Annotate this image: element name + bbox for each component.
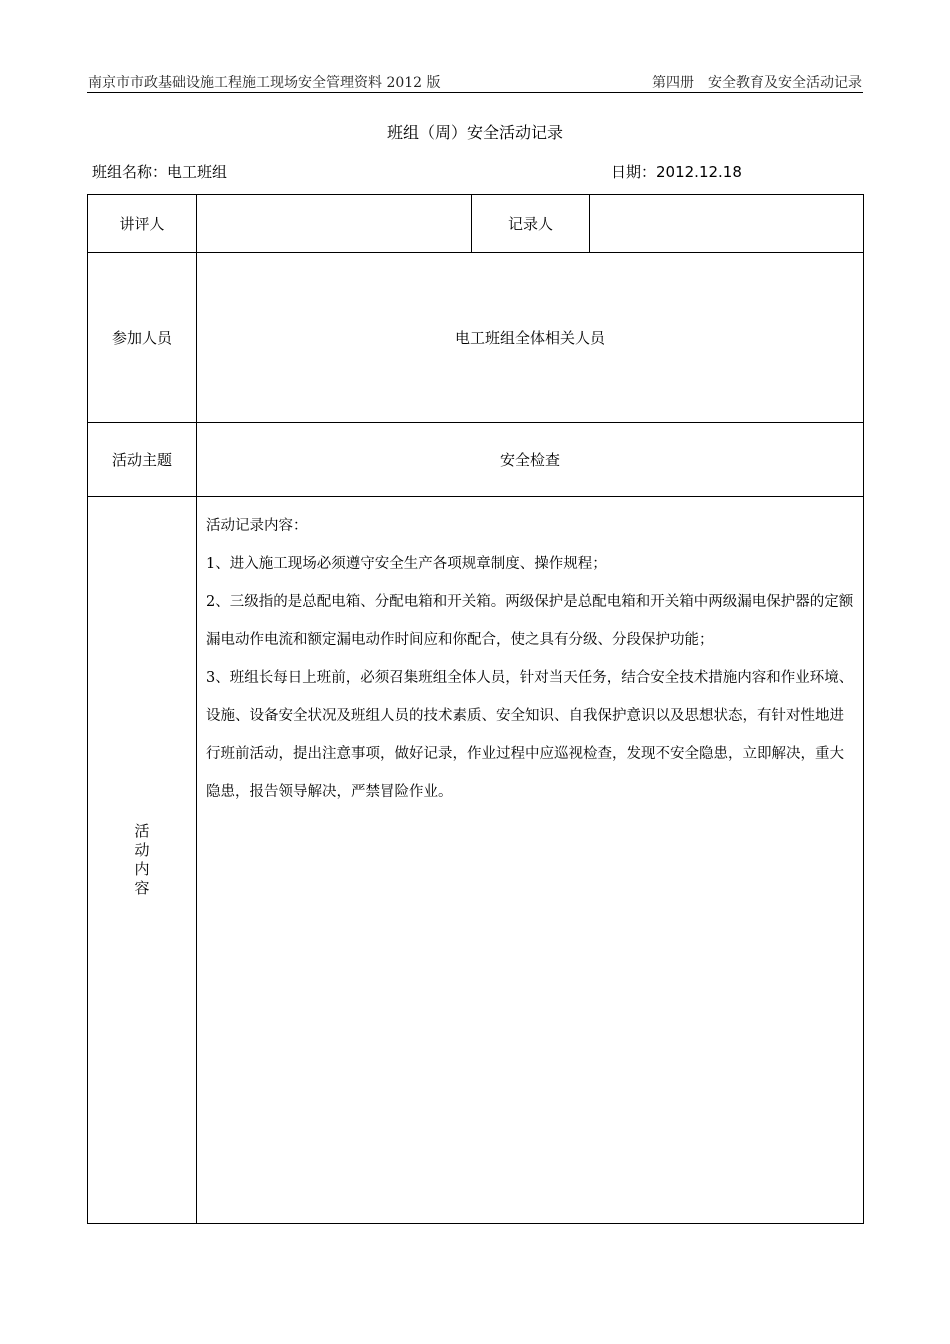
content-item: 1、进入施工现场必须遵守安全生产各项规章制度、操作规程； — [206, 556, 607, 572]
content-label-cell — [88, 497, 197, 1224]
table-row — [88, 195, 864, 253]
topic-value: 安全检查 — [197, 423, 864, 497]
content-label: 活动内容 — [134, 822, 150, 897]
content-item: 3、班组长每日上班前，必须召集班组全体人员，针对当天任务，结合安全技术措施内容和作业环境、设施、设备安全状况及班组人员的技术素质、安全知识、自我保护意识以及思想状态，有针对性地进行班前活动，提出注意事项，做好记录，作业过程中应巡视检查，发现不安全隐患，立即解决，重大隐患，报告领导解决，严禁冒险作业。 — [206, 670, 854, 800]
table-row — [88, 423, 864, 497]
content-heading: 活动记录内容： — [206, 518, 308, 534]
page-title: 班组（周）安全活动记录 — [386, 123, 563, 142]
participants-label: 参加人员 — [88, 253, 197, 423]
team-name: 班组名称：电工班组 — [92, 163, 228, 181]
content-body — [197, 497, 864, 1224]
section-label: 安全教育及安全活动记录 — [708, 75, 862, 91]
table-row — [88, 253, 864, 423]
record-date: 日期：2012.12.18 — [611, 163, 742, 181]
running-header-left: 南京市市政基础设施工程施工现场安全管理资料 2012 版 — [88, 75, 441, 91]
topic-label: 活动主题 — [88, 423, 197, 497]
running-header-right — [652, 72, 862, 92]
recorder-value — [590, 195, 864, 253]
table-row — [88, 497, 864, 1224]
content-item: 2、三级指的是总配电箱、分配电箱和开关箱。两级保护是总配电箱和开关箱中两级漏电保护器的定额漏电动作电流和额定漏电动作时间应和你配合，使之具有分级、分段保护功能； — [206, 594, 854, 648]
participants-value: 电工班组全体相关人员 — [197, 253, 864, 423]
recorder-label: 记录人 — [472, 195, 590, 253]
reviewer-value — [197, 195, 472, 253]
reviewer-label: 讲评人 — [88, 195, 197, 253]
volume-label: 第四册 — [652, 75, 694, 91]
header-rule — [87, 92, 863, 93]
activity-record-table — [87, 194, 864, 1224]
